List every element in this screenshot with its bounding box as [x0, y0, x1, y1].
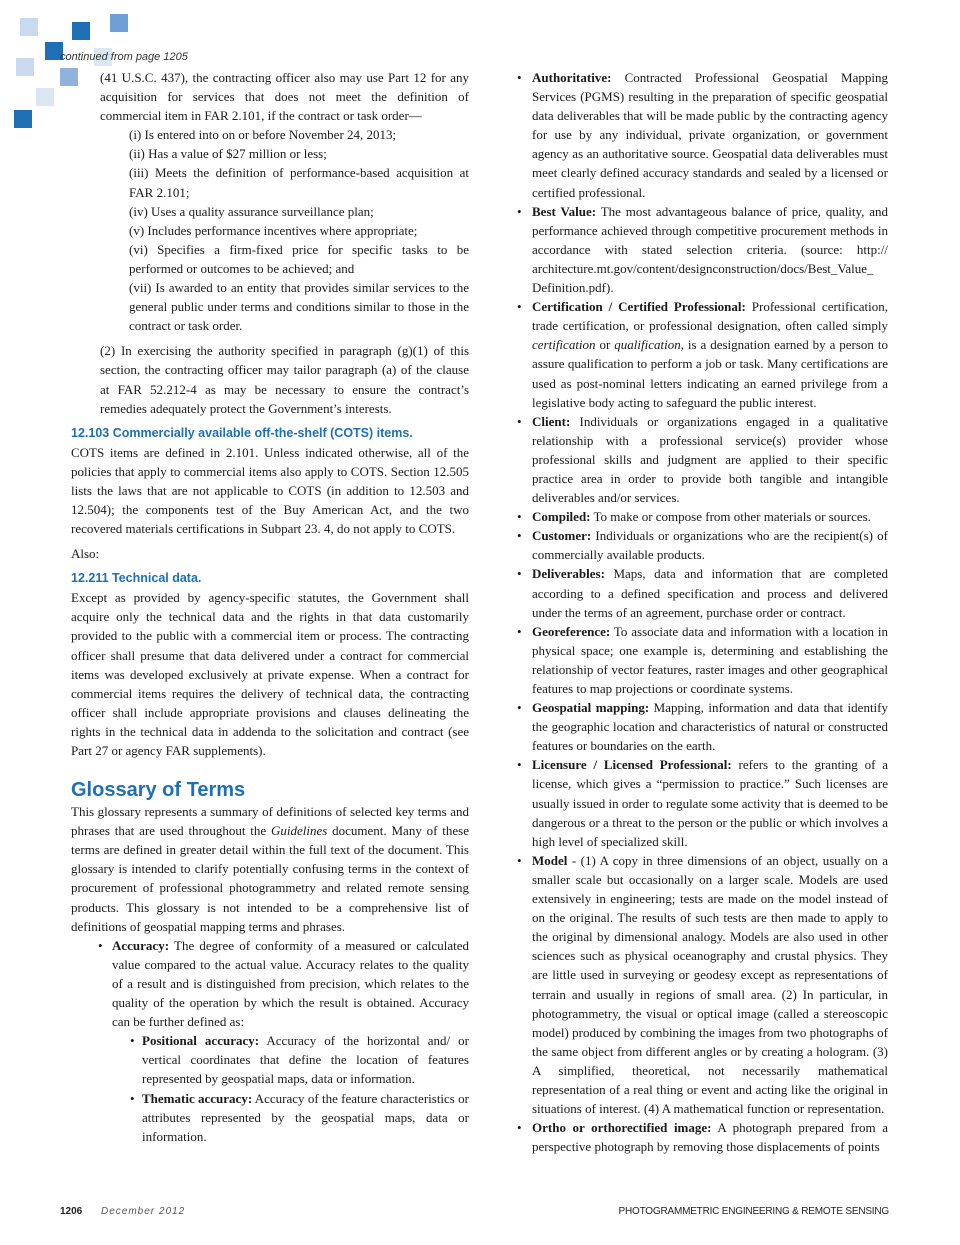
glossary-entry: • Deliverables: Maps, data and information that are completed according to a defined specification and process and delivered under the terms of an agreement, purchase order or contract.	[517, 564, 888, 621]
glossary-entry: • Licensure / Licensed Professional: refers to the granting of a license, which gives a “permission to practice.” Such licenses are usually issued in order to regulate some activity that is deemed to be dangerous or a threat to the person or the public or which involves a high level of specialized skill.	[517, 755, 888, 850]
deco-square	[72, 22, 90, 40]
paragraph-g2: (2) In exercising the authority specified in paragraph (g)(1) of this section, the contracting officer may tailor paragraph (a) of the clause at FAR 52.212-4 as may be necessary to ensure the contract’s remedies adequately protect the Government’s interests.	[100, 343, 469, 416]
glossary-entry-certification: • Certification / Certified Professional: Professional certification, trade certification, or professional designation, often called simply certification or qualification, is a designation earned by a person to assure qualification to perform a job or task. Many certifications are used as post-nominal letters indicating an earned privilege from a legislative body acting to safeguard the public interest.	[517, 297, 888, 412]
left-column	[71, 68, 469, 1146]
intro-paragraph: (41 U.S.C. 437), the contracting officer also may use Part 12 for any acquisition for services that does not meet the definition of commercial item in FAR 2.101, if the contract or task order—	[100, 70, 469, 124]
deco-square	[16, 58, 34, 76]
section-heading-cots: 12.103 Commercially available off-the-shelf (COTS) items.	[71, 425, 413, 440]
glossary-entry: • Customer: Individuals or organizations who are the recipient(s) of commercially available products.	[517, 526, 888, 564]
glossary-list-left	[71, 936, 469, 1146]
glossary-entry-accuracy	[71, 936, 469, 1031]
glossary-term: Positional accuracy:	[142, 1033, 260, 1049]
right-column	[517, 68, 888, 1156]
glossary-entry-positional-accuracy	[71, 1031, 469, 1088]
deco-square	[14, 110, 32, 128]
list-item: (i) Is entered into on or before November 24, 2013;	[129, 127, 397, 143]
section-heading-technical-data: 12.211 Technical data.	[71, 571, 202, 586]
list-item: (iv) Uses a quality assurance surveillance plan;	[129, 203, 374, 219]
glossary-entry: • Ortho or orthorectified image: A photograph prepared from a perspective photograph by removing those displacements of points	[517, 1118, 888, 1156]
deco-square	[36, 88, 54, 106]
glossary-entry: • Georeference: To associate data and information with a location in physical space; one example is, determining and establishing the relationship of vector features, raster images and other geographical features to map projections or coordinate systems.	[517, 622, 888, 698]
glossary-term: Thematic accuracy:	[142, 1090, 253, 1106]
issue-date: December 2012	[101, 1206, 186, 1217]
glossary-intro: This glossary represents a summary of definitions of selected key terms and phrases that are used throughout the Guidelines document. Many of these terms are defined in greater detail within the full text of the document. This glossary is intended to clarify potentially confusing terms in the context of procurement of professional photogrammetry and related remote sensing products. This glossary is not intended to be a comprehensive list of definitions of geospatial mapping terms and phrases.	[71, 804, 469, 934]
glossary-definition: Accuracy of the feature characteristics or attributes represented by the geospatial maps, data or information.	[142, 1090, 469, 1144]
glossary-list-right	[517, 68, 888, 1156]
list-item: (iii) Meets the definition of performance-based acquisition at FAR 2.101;	[129, 165, 469, 200]
list-item: (ii) Has a value of $27 million or less;	[129, 146, 327, 162]
glossary-entry: • Client: Individuals or organizations engaged in a qualitative relationship with a professional service(s) provider whose professional skills and judgment are applied to their specific practice area in order to provide both tangible and intangible deliverables and/or services.	[517, 412, 888, 507]
journal-name: PHOTOGRAMMETRIC ENGINEERING & REMOTE SENSING	[618, 1206, 889, 1217]
technical-data-paragraph: Except as provided by agency-specific statutes, the Government shall acquire only the technical data and the rights in that data customarily provided to the public with a commercial item or process. The contracting officer shall presume that data delivered under a contract for commercial items was developed exclusively at private expense. When a contract for commercial items requires the delivery of technical data, the contracting officer shall include appropriate provisions and clauses delineating the rights in the technical data in addenda to the solicitation and contract (see Part 27 or agency FAR supplements).	[71, 590, 469, 758]
list-item: (v) Includes performance incentives where appropriate;	[129, 222, 418, 238]
cots-paragraph: COTS items are defined in 2.101. Unless indicated otherwise, all of the policies that apply to commercial items also apply to COTS. Section 12.505 lists the laws that are not applicable to COTS (in addition to 12.503 and 12.504); the components test of the Buy American Act, and the two recovered materials certifications in Subpart 23. 4, do not apply to COTS.	[71, 444, 469, 537]
glossary-entry: • Authoritative: Contracted Professional Geospatial Mapping Services (PGMS) resulting in the preparation of specific geospatial data deliverables that will be made public by the contracting agency for use by any individual, private organization, or government agency as an authoritative source. Geospatial data deliverables must meet clearly defined accuracy standards and sealed by a licensed or certified professional.	[517, 68, 888, 202]
glossary-term: Accuracy:	[112, 937, 170, 953]
continued-note: continued from page 1205	[60, 51, 188, 63]
also-label: Also:	[71, 546, 100, 562]
deco-square	[20, 18, 38, 36]
deco-square	[110, 14, 128, 32]
page-number: 1206	[60, 1206, 83, 1217]
glossary-entry-thematic-accuracy	[71, 1089, 469, 1146]
glossary-definition: Accuracy of the horizontal and/ or vertical coordinates that define the location of features represented by geospatial maps, data or information.	[142, 1033, 469, 1087]
glossary-entry: • Compiled: To make or compose from other materials or sources.	[517, 507, 888, 526]
list-item: (vi) Specifies a firm-fixed price for specific tasks to be performed or outcomes to be achieved; and	[129, 241, 469, 276]
list-item: (vii) Is awarded to an entity that provides similar services to the general public under terms and conditions similar to those in the contract or task order.	[129, 280, 469, 334]
glossary-title: Glossary of Terms	[71, 779, 246, 802]
glossary-entry: • Model - (1) A copy in three dimensions of an object, usually on a smaller scale but occasionally on a larger scale. Models are used extensively in engineering; tests are made on the model instead of on the original. The results of such tests are then made to apply to the original by dimensional analogy. Models are also used in other sciences such as physical oceanography and crustal physics. They are little used in surveying or geodesy except as representations of terrain and usually in regions of small area. (2) In particular, in photogrammetry, the visual or optical image (called a stereoscopic model) produced by combining the images from two photographs of the same object from different angles or by creating a hologram. (3) A simplified, theoretical, not necessarily mathematical representation of a real thing or event and acting like the original in situations of interest. (4) A mathematical function or representation.	[517, 851, 888, 1118]
glossary-entry: • Best Value: The most advantageous balance of price, quality, and performance achieved through competitive procurement methods in accordance with stated selection criteria. (source: http:// architecture.mt.gov/content/designconstruction/docs/Best_Value_ Definition.pdf).	[517, 202, 888, 297]
glossary-definition: The degree of conformity of a measured or calculated value compared to the actual value. Accuracy relates to the quality of a result and is distinguished from precision, which relates to the quality of the operation by which the result is obtained. Accuracy can be further defined as:	[112, 937, 469, 1030]
glossary-entry: • Geospatial mapping: Mapping, information and data that identify the geographic location and characteristics of natural or constructed features or boundaries on the earth.	[517, 698, 888, 755]
